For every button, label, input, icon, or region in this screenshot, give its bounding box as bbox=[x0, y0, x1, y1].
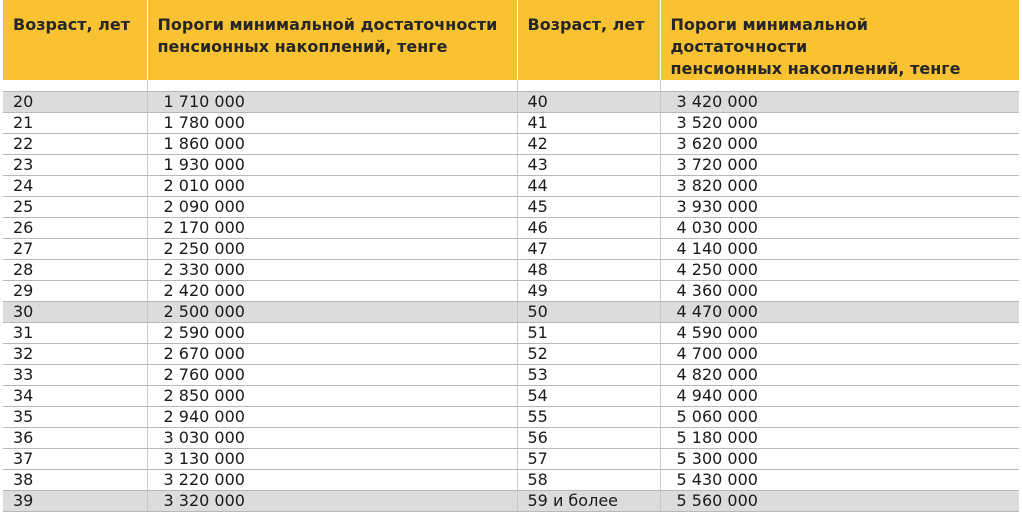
threshold-cell-left: 3 130 000 bbox=[147, 449, 517, 470]
table-header-row bbox=[3, 0, 1019, 80]
age-cell-left: 37 bbox=[3, 449, 147, 470]
threshold-cell-left: 1 780 000 bbox=[147, 113, 517, 134]
age-cell-left: 33 bbox=[3, 365, 147, 386]
spacer-cell bbox=[3, 80, 147, 92]
threshold-cell-left: 1 710 000 bbox=[147, 92, 517, 113]
threshold-cell-right: 3 720 000 bbox=[660, 155, 1019, 176]
table-row bbox=[3, 386, 1019, 407]
age-cell-right: 48 bbox=[517, 260, 660, 281]
table-row bbox=[3, 92, 1019, 113]
threshold-cell-left: 2 760 000 bbox=[147, 365, 517, 386]
table-row bbox=[3, 323, 1019, 344]
age-cell-left: 27 bbox=[3, 239, 147, 260]
threshold-cell-right: 5 560 000 bbox=[660, 491, 1019, 512]
age-cell-right: 40 bbox=[517, 92, 660, 113]
age-cell-left: 31 bbox=[3, 323, 147, 344]
threshold-cell-left: 3 320 000 bbox=[147, 491, 517, 512]
age-cell-right: 50 bbox=[517, 302, 660, 323]
table-row bbox=[3, 491, 1019, 512]
header-threshold-left-line2: пенсионных накоплений, тенге bbox=[157, 37, 448, 56]
table-row bbox=[3, 449, 1019, 470]
table-row bbox=[3, 155, 1019, 176]
table-body bbox=[3, 80, 1019, 512]
threshold-cell-left: 2 420 000 bbox=[147, 281, 517, 302]
threshold-cell-right: 4 700 000 bbox=[660, 344, 1019, 365]
age-cell-right: 53 bbox=[517, 365, 660, 386]
threshold-cell-right: 3 420 000 bbox=[660, 92, 1019, 113]
threshold-cell-right: 4 820 000 bbox=[660, 365, 1019, 386]
threshold-cell-left: 2 330 000 bbox=[147, 260, 517, 281]
threshold-cell-left: 1 930 000 bbox=[147, 155, 517, 176]
threshold-cell-left: 2 590 000 bbox=[147, 323, 517, 344]
threshold-cell-right: 4 590 000 bbox=[660, 323, 1019, 344]
threshold-cell-right: 4 470 000 bbox=[660, 302, 1019, 323]
threshold-cell-right: 4 250 000 bbox=[660, 260, 1019, 281]
threshold-cell-left: 3 030 000 bbox=[147, 428, 517, 449]
age-cell-right: 56 bbox=[517, 428, 660, 449]
table-row bbox=[3, 302, 1019, 323]
table-spacer-row bbox=[3, 80, 1019, 92]
threshold-cell-right: 4 360 000 bbox=[660, 281, 1019, 302]
table-row bbox=[3, 365, 1019, 386]
table-row bbox=[3, 344, 1019, 365]
age-cell-left: 39 bbox=[3, 491, 147, 512]
threshold-cell-left: 2 010 000 bbox=[147, 176, 517, 197]
age-cell-right: 47 bbox=[517, 239, 660, 260]
age-cell-right: 55 bbox=[517, 407, 660, 428]
threshold-cell-right: 3 520 000 bbox=[660, 113, 1019, 134]
age-cell-left: 29 bbox=[3, 281, 147, 302]
age-cell-left: 20 bbox=[3, 92, 147, 113]
age-cell-right: 58 bbox=[517, 470, 660, 491]
header-threshold-left-line1: Пороги минимальной достаточности bbox=[157, 15, 498, 34]
age-cell-right: 54 bbox=[517, 386, 660, 407]
table-row bbox=[3, 134, 1019, 155]
age-cell-right: 49 bbox=[517, 281, 660, 302]
age-cell-right: 41 bbox=[517, 113, 660, 134]
spacer-cell bbox=[147, 80, 517, 92]
age-cell-left: 22 bbox=[3, 134, 147, 155]
header-age-right: Возраст, лет bbox=[517, 0, 660, 80]
spacer-cell bbox=[517, 80, 660, 92]
threshold-cell-right: 3 620 000 bbox=[660, 134, 1019, 155]
age-cell-left: 36 bbox=[3, 428, 147, 449]
threshold-cell-left: 2 500 000 bbox=[147, 302, 517, 323]
age-cell-left: 23 bbox=[3, 155, 147, 176]
table-row bbox=[3, 260, 1019, 281]
header-threshold-left bbox=[147, 0, 517, 80]
age-cell-right: 52 bbox=[517, 344, 660, 365]
age-cell-left: 32 bbox=[3, 344, 147, 365]
age-cell-right: 46 bbox=[517, 218, 660, 239]
threshold-cell-right: 5 300 000 bbox=[660, 449, 1019, 470]
threshold-cell-left: 2 850 000 bbox=[147, 386, 517, 407]
table-row bbox=[3, 239, 1019, 260]
threshold-cell-left: 2 940 000 bbox=[147, 407, 517, 428]
header-age-left: Возраст, лет bbox=[3, 0, 147, 80]
age-cell-left: 26 bbox=[3, 218, 147, 239]
table-row bbox=[3, 197, 1019, 218]
threshold-cell-right: 3 820 000 bbox=[660, 176, 1019, 197]
threshold-cell-right: 5 180 000 bbox=[660, 428, 1019, 449]
age-cell-left: 25 bbox=[3, 197, 147, 218]
age-cell-right: 45 bbox=[517, 197, 660, 218]
table-row bbox=[3, 218, 1019, 239]
threshold-cell-right: 5 060 000 bbox=[660, 407, 1019, 428]
header-threshold-right-line2: пенсионных накоплений, тенге bbox=[670, 59, 961, 78]
threshold-cell-left: 2 250 000 bbox=[147, 239, 517, 260]
age-cell-left: 28 bbox=[3, 260, 147, 281]
age-cell-right: 44 bbox=[517, 176, 660, 197]
threshold-cell-right: 5 430 000 bbox=[660, 470, 1019, 491]
age-cell-left: 34 bbox=[3, 386, 147, 407]
age-cell-left: 38 bbox=[3, 470, 147, 491]
age-cell-left: 24 bbox=[3, 176, 147, 197]
age-cell-left: 35 bbox=[3, 407, 147, 428]
age-cell-right: 51 bbox=[517, 323, 660, 344]
header-threshold-right-line1: Пороги минимальной достаточности bbox=[670, 15, 868, 56]
header-threshold-right bbox=[660, 0, 1019, 80]
table-row bbox=[3, 470, 1019, 491]
age-cell-left: 30 bbox=[3, 302, 147, 323]
threshold-cell-right: 4 140 000 bbox=[660, 239, 1019, 260]
threshold-cell-right: 3 930 000 bbox=[660, 197, 1019, 218]
threshold-cell-left: 2 170 000 bbox=[147, 218, 517, 239]
age-cell-right: 42 bbox=[517, 134, 660, 155]
threshold-cell-left: 2 670 000 bbox=[147, 344, 517, 365]
spacer-cell bbox=[660, 80, 1019, 92]
age-cell-left: 21 bbox=[3, 113, 147, 134]
age-cell-right: 57 bbox=[517, 449, 660, 470]
threshold-cell-left: 3 220 000 bbox=[147, 470, 517, 491]
age-cell-right: 43 bbox=[517, 155, 660, 176]
table-row bbox=[3, 176, 1019, 197]
table-row bbox=[3, 281, 1019, 302]
threshold-cell-right: 4 940 000 bbox=[660, 386, 1019, 407]
table-row bbox=[3, 428, 1019, 449]
table-row bbox=[3, 407, 1019, 428]
threshold-cell-right: 4 030 000 bbox=[660, 218, 1019, 239]
table-row bbox=[3, 113, 1019, 134]
age-cell-right: 59 и более bbox=[517, 491, 660, 512]
threshold-cell-left: 1 860 000 bbox=[147, 134, 517, 155]
pension-threshold-table bbox=[3, 0, 1019, 512]
threshold-cell-left: 2 090 000 bbox=[147, 197, 517, 218]
